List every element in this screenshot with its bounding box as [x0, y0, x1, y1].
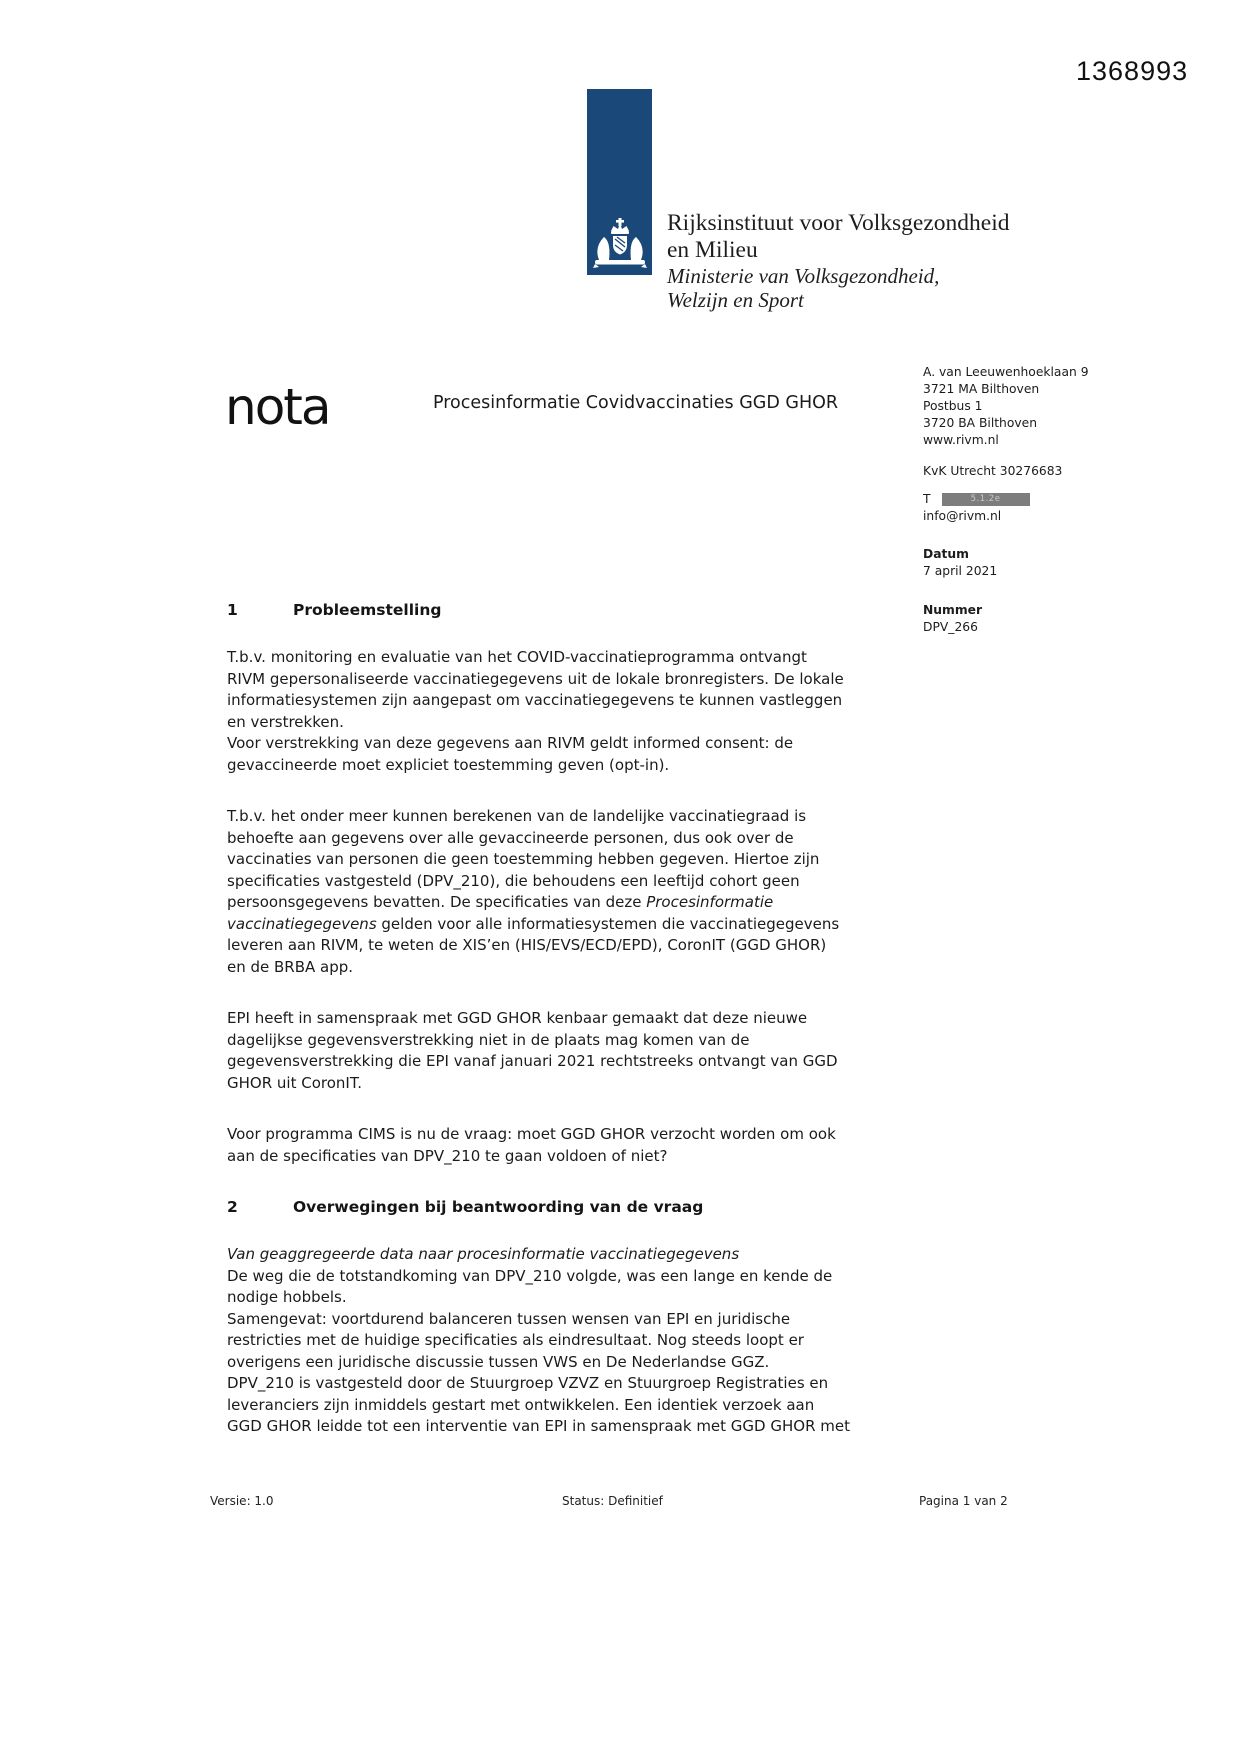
- text-line: overigens een juridische discussie tussen VWS en De Nederlandse GGZ.: [227, 1352, 770, 1371]
- text-line: behoefte aan gegevens over alle gevaccineerde personen, dus ook over de: [227, 828, 794, 847]
- paragraph: [227, 1124, 907, 1167]
- paragraph: [227, 806, 907, 978]
- text-line: informatiesystemen zijn aangepast om vaccinatiegegevens te kunnen vastleggen: [227, 691, 843, 709]
- section-title: Overwegingen bij beantwoording van de vraag: [293, 1198, 704, 1216]
- logo-wordmark: [667, 210, 1010, 312]
- text-line: leveranciers zijn inmiddels gestart met ontwikkelen. Een identiek verzoek aan: [227, 1395, 815, 1414]
- doc-type-label: nota: [225, 378, 330, 436]
- section-heading: [227, 600, 907, 621]
- text-line: vaccinatiegegevens gelden voor alle informatiesystemen die vaccinatiegegevens: [227, 914, 840, 933]
- ministry-name-line: Welzijn en Sport: [667, 288, 804, 312]
- website-url: www.rivm.nl: [923, 433, 999, 447]
- paragraph: [227, 1008, 907, 1094]
- footer-pagina: Pagina 1 van 2: [919, 1494, 1008, 1508]
- section-heading: [227, 1197, 907, 1218]
- org-name-line: Rijksinstituut voor Volksgezondheid: [667, 210, 1010, 236]
- text-line: De weg die de totstandkoming van DPV_210 volgde, was een lange en kende de: [227, 1266, 833, 1285]
- phone-row: [923, 491, 1173, 508]
- text-line: en verstrekken.: [227, 712, 344, 731]
- text-line: Van geaggregeerde data naar procesinformatie vaccinatiegegevens: [227, 1245, 740, 1263]
- rivm-coat-of-arms-icon: [592, 218, 648, 270]
- text-line: restricties met de huidige specificaties als eindresultaat. Nog steeds loopt er: [227, 1331, 804, 1349]
- footer-status: Status: Definitief: [562, 1494, 663, 1508]
- text-line: T.b.v. monitoring en evaluatie van het COVID-vaccinatieprogramma ontvangt: [227, 648, 807, 666]
- footer-versie: Versie: 1.0: [210, 1494, 274, 1508]
- text-line: GHOR uit CoronIT.: [227, 1073, 362, 1092]
- text-line: gevaccineerde moet expliciet toestemming geven (opt-in).: [227, 755, 670, 774]
- text-line: GGD GHOR leidde tot een interventie van EPI in samenspraak met GGD GHOR met: [227, 1417, 850, 1435]
- text-line: persoonsgegevens bevatten. De specificaties van deze Procesinformatie: [227, 893, 774, 911]
- text-line: Voor programma CIMS is nu de vraag: moet GGD GHOR verzocht worden om ook: [227, 1125, 836, 1143]
- datum-value: 7 april 2021: [923, 564, 998, 578]
- text-line: en de BRBA app.: [227, 957, 354, 976]
- page-title: Procesinformatie Covidvaccinaties GGD GHOR: [433, 393, 839, 413]
- phone-label: T: [923, 492, 931, 506]
- text-line: dagelijkse gegevensverstrekking niet in de plaats mag komen van de: [227, 1030, 750, 1049]
- text-line: leveren aan RIVM, te weten de XIS’en (HIS/EVS/ECD/EPD), CoronIT (GGD GHOR): [227, 936, 827, 954]
- nummer-label: Nummer: [923, 603, 983, 617]
- text-line: Voor verstrekking van deze gegevens aan RIVM geldt informed consent: de: [227, 734, 794, 752]
- text-line: aan de specificaties van DPV_210 te gaan voldoen of niet?: [227, 1146, 668, 1165]
- text-line: vaccinaties van personen die geen toestemming hebben gegeven. Hiertoe zijn: [227, 850, 820, 868]
- address-line: A. van Leeuwenhoeklaan 9: [923, 365, 1089, 379]
- redaction-bar: 5.1.2e: [942, 493, 1030, 506]
- text-line: RIVM gepersonaliseerde vaccinatiegegevens uit de lokale bronregisters. De lokale: [227, 669, 844, 688]
- org-name-line: en Milieu: [667, 237, 758, 263]
- text-line: EPI heeft in samenspraak met GGD GHOR kenbaar gemaakt dat deze nieuwe: [227, 1009, 808, 1027]
- document-body: [227, 600, 907, 1468]
- section-title: Probleemstelling: [293, 601, 442, 619]
- text-line: Samengevat: voortdurend balanceren tussen wensen van EPI en juridische: [227, 1309, 791, 1328]
- nummer-value: DPV_266: [923, 620, 978, 634]
- email-address: info@rivm.nl: [923, 509, 1002, 523]
- address-line: 3720 BA Bilthoven: [923, 416, 1038, 430]
- kvk-number: KvK Utrecht 30276683: [923, 464, 1063, 478]
- contact-sidebar: [923, 364, 1173, 636]
- datum-label: Datum: [923, 547, 969, 561]
- ministry-name-line: Ministerie van Volksgezondheid,: [667, 264, 940, 288]
- document-stamp-number: 1368993: [1076, 56, 1189, 86]
- paragraph: [227, 647, 907, 776]
- address-line: Postbus 1: [923, 399, 983, 413]
- paragraph: [227, 1244, 907, 1438]
- address-line: 3721 MA Bilthoven: [923, 382, 1040, 396]
- text-line: T.b.v. het onder meer kunnen berekenen van de landelijke vaccinatiegraad is: [227, 807, 807, 825]
- section-number: 2: [227, 1198, 238, 1216]
- text-line: specificaties vastgesteld (DPV_210), die behoudens een leeftijd cohort geen: [227, 871, 800, 890]
- rijksoverheid-logo-ribbon: [587, 89, 652, 275]
- text-line: gegevensverstrekking die EPI vanaf januari 2021 rechtstreeks ontvangt van GGD: [227, 1052, 838, 1070]
- text-line: DPV_210 is vastgesteld door de Stuurgroep VZVZ en Stuurgroep Registraties en: [227, 1374, 829, 1392]
- section-number: 1: [227, 601, 238, 619]
- text-line: nodige hobbels.: [227, 1288, 347, 1306]
